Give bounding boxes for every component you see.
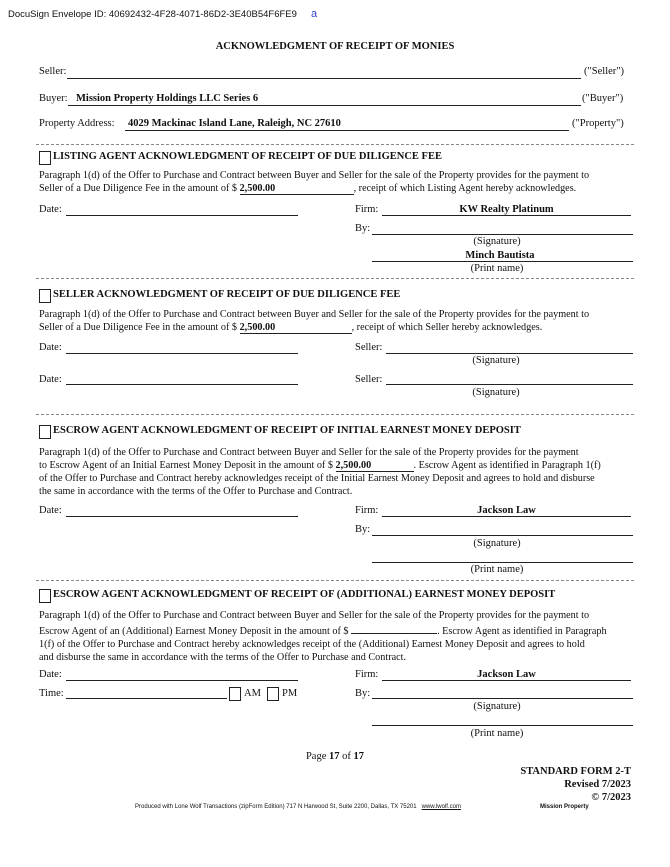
escrow-additional-checkbox[interactable]	[39, 589, 51, 603]
section4-amount-field[interactable]	[351, 622, 437, 634]
website-link[interactable]: www.lwolf.com	[421, 804, 461, 810]
page-current: 17	[329, 751, 340, 762]
section3-firm-value: Jackson Law	[477, 505, 536, 516]
section1-para-line: Paragraph 1(d) of the Offer to Purchase and Contract between Buyer and Seller for the sale of the Property provides for the payment to	[39, 170, 590, 181]
section2-seller-signature-field[interactable]	[386, 353, 633, 354]
pm-checkbox[interactable]	[267, 687, 279, 701]
page-prefix: Page	[305, 751, 330, 762]
section4-para-line: Paragraph 1(d) of the Offer to Purchase and Contract between Buyer and Seller for the sale of the Property provides for the payment to	[39, 610, 590, 621]
am-checkbox[interactable]	[229, 687, 241, 701]
section2-seller2-signature-field[interactable]	[386, 384, 633, 385]
section4-para-line: 1(f) of the Offer to Purchase and Contract hereby acknowledges receipt of the (Additional) Earnest Money Deposit and agrees to hold	[39, 639, 585, 650]
produced-by	[135, 804, 461, 810]
page-of: of	[339, 751, 354, 762]
envelope-id: 40692432-4F28-4071-86D2-3E40B54F6FE9	[108, 9, 297, 20]
section3-amount-field[interactable]	[336, 460, 414, 472]
section3-date-field[interactable]	[66, 516, 298, 517]
section1-amount: 2,500.00	[239, 183, 276, 194]
divider	[36, 580, 634, 581]
section1-heading: LISTING AGENT ACKNOWLEDGMENT OF RECEIPT OF DUE DILIGENCE FEE	[53, 151, 442, 162]
section3-para-line: the same in accordance with the terms of the Offer to Purchase and Contract.	[39, 486, 353, 497]
section1-signature-field[interactable]	[372, 234, 633, 235]
section2-seller-label: Seller:	[355, 342, 383, 353]
section4-firm-label: Firm:	[355, 669, 379, 680]
section3-para-line: . Escrow Agent as identified in Paragraph 1(f)	[413, 460, 601, 471]
section4-signature-field[interactable]	[372, 698, 633, 699]
section2-date-label: Date:	[39, 342, 62, 353]
section3-by-label: By:	[355, 524, 371, 535]
am-label: AM	[244, 688, 261, 699]
section3-print-name-caption: (Print name)	[470, 564, 524, 575]
produced-by-text: Produced with Lone Wolf Transactions (zipForm Edition) 717 N Harwood St, Suite 2200, Dallas, TX 75201	[135, 804, 417, 810]
section4-signature-caption: (Signature)	[473, 701, 521, 712]
page-total: 17	[353, 751, 365, 762]
section4-print-name-caption: (Print name)	[470, 728, 524, 739]
section2-paragraph	[39, 308, 631, 334]
section4-firm-value: Jackson Law	[477, 669, 536, 680]
page-title: ACKNOWLEDGMENT OF RECEIPT OF MONIES	[215, 41, 455, 52]
section3-para-line: of the Offer to Purchase and Contract hereby acknowledges receipt of the Initial Earnest Money Deposit and agrees to hold and disburse	[39, 473, 595, 484]
section3-para-line: to Escrow Agent of an Initial Earnest Money Deposit in the amount of $	[39, 460, 336, 471]
property-label: Property Address:	[39, 118, 115, 129]
section3-para-line: Paragraph 1(d) of the Offer to Purchase and Contract between Buyer and Seller for the sale of the Property provides for the payment	[39, 447, 579, 458]
section4-firm-field[interactable]	[382, 680, 631, 681]
section2-date2-label: Date:	[39, 374, 62, 385]
section4-para-line: Escrow Agent of an (Additional) Earnest Money Deposit in the amount of $	[39, 626, 352, 637]
property-field[interactable]	[125, 130, 569, 131]
section2-signature2-caption: (Signature)	[472, 387, 520, 398]
section4-print-name-field[interactable]	[372, 725, 633, 726]
property-value: 4029 Mackinac Island Lane, Raleigh, NC 27610	[128, 118, 341, 129]
section3-firm-field[interactable]	[382, 516, 631, 517]
section2-amount-field[interactable]	[240, 322, 352, 334]
section4-time-label: Time:	[39, 688, 64, 699]
listing-agent-checkbox[interactable]	[39, 151, 51, 165]
divider	[36, 144, 634, 145]
section4-paragraph	[39, 609, 631, 664]
page-number	[0, 751, 670, 762]
seller-label: Seller:	[39, 66, 67, 77]
section4-para-line: and disburse the same in accordance with the terms of the Offer to Purchase and Contract.	[39, 652, 407, 663]
section1-date-label: Date:	[39, 204, 62, 215]
section1-print-name-value: Minch Bautista	[465, 250, 535, 261]
section4-para-line: . Escrow Agent as identified in Paragraph	[437, 626, 607, 637]
section1-firm-field[interactable]	[382, 215, 631, 216]
section3-date-label: Date:	[39, 505, 62, 516]
buyer-field[interactable]	[68, 105, 581, 106]
section3-print-name-field[interactable]	[372, 562, 633, 563]
seller-field[interactable]	[67, 78, 581, 79]
form-revised: Revised 7/2023	[564, 779, 631, 790]
section2-signature-caption: (Signature)	[472, 355, 520, 366]
section2-date2-field[interactable]	[66, 384, 298, 385]
pm-label: PM	[282, 688, 298, 699]
section1-amount-field[interactable]	[240, 183, 354, 195]
buyer-value: Mission Property Holdings LLC Series 6	[76, 93, 259, 104]
section4-date-field[interactable]	[66, 680, 298, 681]
section1-para-line: Seller of a Due Diligence Fee in the amount of $	[39, 183, 240, 194]
seller-suffix: ("Seller")	[584, 66, 625, 77]
form-name: STANDARD FORM 2-T	[520, 766, 631, 777]
section3-signature-caption: (Signature)	[473, 538, 521, 549]
divider	[36, 278, 634, 279]
file-name: Mission Property	[540, 804, 589, 810]
seller-ack-checkbox[interactable]	[39, 289, 51, 303]
section1-firm-label: Firm:	[355, 204, 379, 215]
docusign-mark: a	[311, 8, 318, 20]
section2-heading: SELLER ACKNOWLEDGMENT OF RECEIPT OF DUE DILIGENCE FEE	[53, 289, 401, 300]
section2-date-field[interactable]	[66, 353, 298, 354]
section4-heading: ESCROW AGENT ACKNOWLEDGMENT OF RECEIPT OF (ADDITIONAL) EARNEST MONEY DEPOSIT	[53, 589, 556, 600]
section3-signature-field[interactable]	[372, 535, 633, 536]
section2-para-line: Paragraph 1(d) of the Offer to Purchase and Contract between Buyer and Seller for the sale of the Property provides for the payment to	[39, 309, 590, 320]
section1-by-label: By:	[355, 223, 371, 234]
section1-para-line: , receipt of which Listing Agent hereby acknowledges.	[353, 183, 577, 194]
section1-print-name-field[interactable]	[372, 261, 633, 262]
form-copyright: © 7/2023	[591, 792, 631, 803]
escrow-initial-checkbox[interactable]	[39, 425, 51, 439]
section4-by-label: By:	[355, 688, 371, 699]
section3-amount: 2,500.00	[335, 460, 372, 471]
section2-para-line: , receipt of which Seller hereby acknowledges.	[351, 322, 543, 333]
section2-amount: 2,500.00	[239, 322, 276, 333]
property-suffix: ("Property")	[572, 118, 624, 129]
section3-heading: ESCROW AGENT ACKNOWLEDGMENT OF RECEIPT OF INITIAL EARNEST MONEY DEPOSIT	[53, 425, 521, 436]
section2-para-line: Seller of a Due Diligence Fee in the amount of $	[39, 322, 240, 333]
divider	[36, 414, 634, 415]
section4-time-field[interactable]	[66, 698, 227, 699]
section1-print-name-caption: (Print name)	[470, 263, 524, 274]
section1-signature-caption: (Signature)	[473, 236, 521, 247]
docusign-envelope-id	[8, 9, 297, 20]
section3-paragraph	[39, 446, 631, 498]
section1-paragraph	[39, 169, 631, 195]
buyer-label: Buyer:	[39, 93, 68, 104]
envelope-label: DocuSign Envelope ID:	[8, 9, 107, 20]
buyer-suffix: ("Buyer")	[582, 93, 624, 104]
section1-firm-value: KW Realty Platinum	[459, 204, 554, 215]
section3-firm-label: Firm:	[355, 505, 379, 516]
section1-date-field[interactable]	[66, 215, 298, 216]
section4-date-label: Date:	[39, 669, 62, 680]
section2-seller2-label: Seller:	[355, 374, 383, 385]
